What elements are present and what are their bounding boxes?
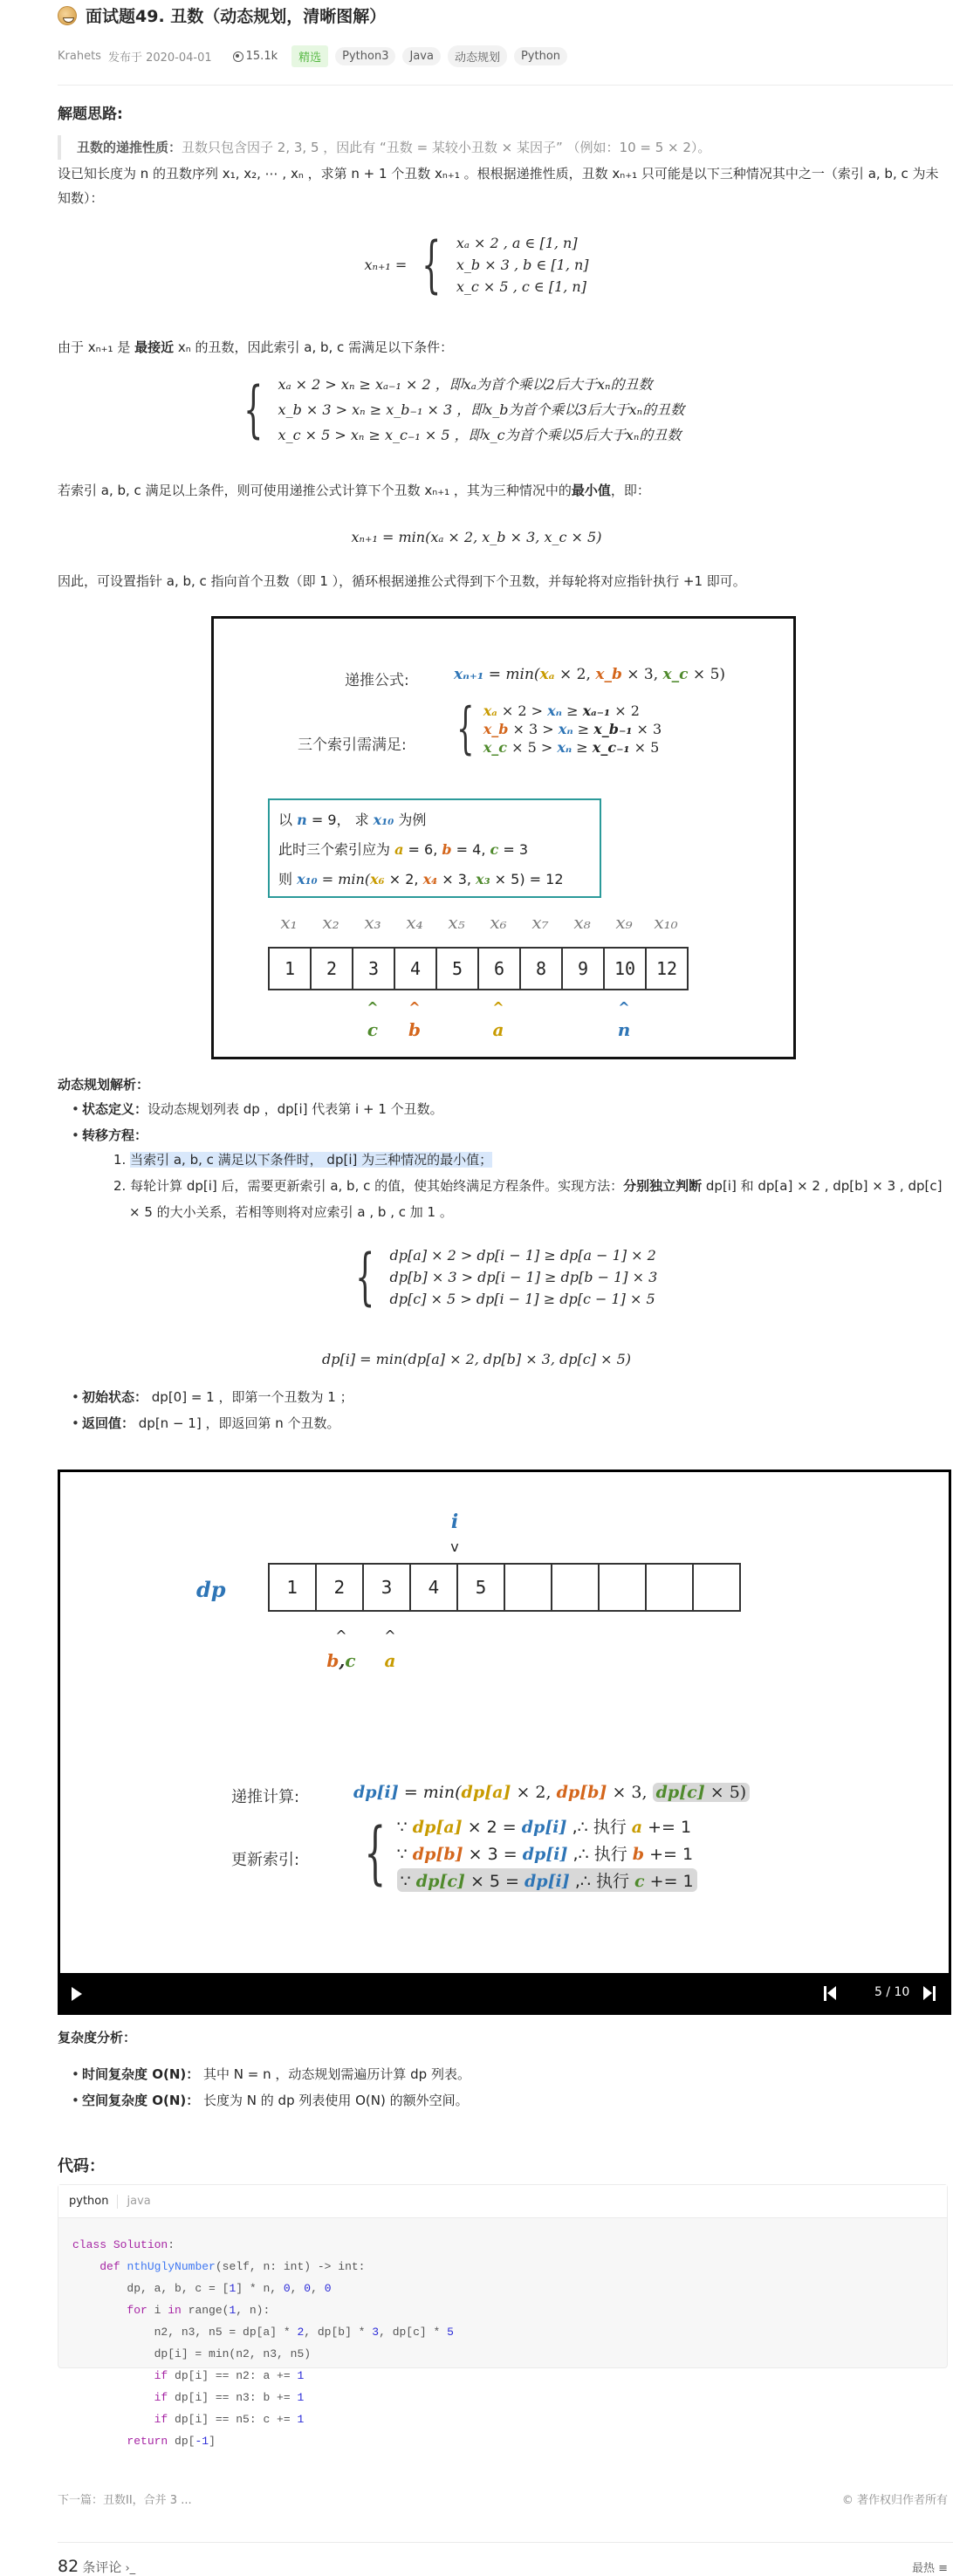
tag-java[interactable]: Java <box>402 47 440 65</box>
caret-up-icon: ^ <box>618 999 630 1016</box>
pointer-c: c <box>345 1650 356 1671</box>
math-part: 此时三个索引应为 <box>278 841 395 858</box>
caret-up-icon: ^ <box>408 999 421 1016</box>
paragraph-3 <box>58 478 948 503</box>
author-link[interactable]: Krahets <box>58 50 101 63</box>
array-cell: 8 <box>519 947 563 990</box>
array-cell: 1 <box>268 947 312 990</box>
play-icon[interactable] <box>72 1987 82 2001</box>
comments-label: 条评论 <box>82 2559 122 2575</box>
dp-case: dp[b] × 3 > dp[i − 1] ≥ dp[b − 1] × 3 <box>389 1268 658 1285</box>
math-part: x₁₀ <box>373 812 394 828</box>
step-number: 2. <box>113 1178 127 1194</box>
init-text: dp[0] = 1 ，即第一个丑数为 1 ； <box>147 1389 353 1405</box>
math-part: dp[i] <box>353 1783 399 1802</box>
paragraph-2 <box>58 335 948 360</box>
math-part: b <box>442 841 452 858</box>
dp-cell <box>645 1563 694 1612</box>
math-part: ∵ <box>396 1818 413 1837</box>
index-header: x₁ <box>280 912 298 933</box>
eq2-case: x_c × 5 > xₙ ≥ x_c₋₁ × 5 ，即x_c为首个乘以5后大于xₙ的丑数 <box>278 427 682 443</box>
ugly-array <box>270 947 689 990</box>
formula <box>454 666 725 683</box>
index-headers <box>268 912 687 933</box>
ret-text: dp[n − 1] ，即返回第 n 个丑数。 <box>134 1415 340 1431</box>
math-part: xₙ <box>547 702 563 719</box>
math-part: dp[i] <box>521 1818 567 1837</box>
array-cell: 9 <box>561 947 605 990</box>
brace-icon: { <box>364 1813 387 1893</box>
math-part: xₙ <box>557 738 572 756</box>
array-cell: 4 <box>394 947 437 990</box>
formula-part: × 3, <box>621 666 663 683</box>
sort-button[interactable] <box>912 2559 948 2575</box>
p3-pre: 若索引 a, b, c 满足以上条件，则可使用递推公式计算下个丑数 xₙ₊₁ ，其为三种情况中的 <box>58 483 572 498</box>
step-2-pre: 每轮计算 dp[i] 后，需要更新索引 a, b, c 的值，使其始终满足方程条件。实现方法： <box>130 1178 624 1194</box>
dp-cell: 1 <box>268 1563 317 1612</box>
math-part: xₐ₋₁ <box>582 702 611 719</box>
cond-line <box>483 721 662 737</box>
dp-conditions <box>346 1241 658 1312</box>
math-part: × 2 = <box>462 1818 522 1837</box>
sort-icon: ≡ <box>938 2562 948 2575</box>
state-text: 设动态规划列表 dp ，dp[i] 代表第 i + 1 个丑数。 <box>147 1101 443 1117</box>
prev-arrow-icon[interactable] <box>827 1986 836 2000</box>
next-arrow-icon[interactable] <box>923 1986 932 2000</box>
next-article-link[interactable]: 下一篇：丑数II，合并 3 ... <box>58 2494 192 2507</box>
sort-label: 最热 <box>911 2562 935 2575</box>
tab-python[interactable]: python <box>69 2195 109 2208</box>
math-part: xₐ <box>483 702 497 719</box>
section-heading-approach: 解题思路: <box>58 106 123 123</box>
pointer-label: n <box>617 1019 631 1040</box>
math-part: = 6, <box>403 841 442 858</box>
figure-recurrence <box>211 616 796 1059</box>
formula-part: x_c <box>662 666 689 683</box>
update-line <box>397 1868 697 1892</box>
math-part: c <box>634 1872 645 1891</box>
calc-label: 递推计算: <box>231 1788 300 1806</box>
p2-post: xₙ 的丑数，因此索引 a, b, c 需满足以下条件： <box>174 339 454 355</box>
tab-separator <box>117 2195 118 2209</box>
math-part: b <box>632 1845 645 1864</box>
highlight-min <box>653 1783 751 1802</box>
array-cell: 6 <box>477 947 521 990</box>
paragraph-1: 设已知长度为 n 的丑数序列 x₁, x₂, ⋯ , xₙ ，求第 n + 1 个丑数 xₙ₊₁ 。根根据递推性质，丑数 xₙ₊₁ 只可能是以下三种情况其中之一（索引 a, b, c 为未知数）： <box>58 166 939 206</box>
brace-icon: { <box>243 373 264 445</box>
math-part: dp[b] <box>412 1845 463 1864</box>
math-part: n <box>297 812 307 828</box>
ret-label: 返回值： <box>82 1415 135 1431</box>
list-item-state <box>58 1096 948 1122</box>
state-label: 状态定义： <box>82 1101 148 1117</box>
pointer-b: b <box>326 1650 339 1671</box>
code-tabs <box>58 2185 947 2218</box>
a-pointer-label: a <box>384 1650 396 1671</box>
step-2 <box>58 1173 948 1225</box>
title-row <box>58 3 386 27</box>
time-label: 时间复杂度 O(N)： <box>82 2066 200 2082</box>
formula-part: x_b <box>595 666 622 683</box>
p3-post: ，即： <box>610 483 650 498</box>
math-part: dp[c] <box>655 1783 705 1802</box>
copyright: © 著作权归作者所有 <box>841 2494 948 2507</box>
formula-label: 递推公式: <box>345 672 409 689</box>
init-label: 初始状态： <box>82 1389 148 1405</box>
math-part: x_b <box>483 720 509 737</box>
divider <box>58 85 953 86</box>
eq2-case: xₐ × 2 > xₙ ≥ xₐ₋₁ × 2 ，即xₐ为首个乘以2后大于xₙ的丑数 <box>278 376 653 393</box>
math-part: ≥ <box>562 702 583 719</box>
math-part: = 4, <box>451 841 490 858</box>
index-header: x₄ <box>406 912 423 933</box>
formula-part: = min( <box>483 666 540 683</box>
last-slide-icon[interactable] <box>933 1986 936 2001</box>
index-header: x₂ <box>322 912 339 933</box>
array-cell: 5 <box>435 947 479 990</box>
eq1-case: x_c × 5 , c ∈ [1, n] <box>456 277 586 295</box>
math-part: ≥ <box>572 720 594 737</box>
math-part: ,∴ 执行 <box>567 1845 633 1864</box>
slide-counter: 5 / 10 <box>874 1985 910 1999</box>
p2-pre: 由于 xₙ₊₁ 是 <box>58 339 135 355</box>
transition-steps <box>58 1147 948 1225</box>
list-item-transition <box>58 1122 948 1148</box>
math-part: × 3, <box>437 871 476 887</box>
dp-case: dp[c] × 5 > dp[i − 1] ≥ dp[c − 1] × 5 <box>389 1290 655 1307</box>
array-cell: 3 <box>352 947 395 990</box>
dp-cell: 4 <box>409 1563 458 1612</box>
caret-up-icon: ^ <box>492 999 504 1016</box>
update-lines <box>397 1814 697 1892</box>
math-part: 则 <box>278 871 298 887</box>
list-item-init <box>58 1384 948 1410</box>
dp-cell <box>692 1563 741 1612</box>
paragraph-4: 因此，可设置指针 a, b, c 指向首个丑数（即 1 ），循环根据递推公式得到下个丑数，并每轮将对应指针执行 +1 即可。 <box>58 573 746 589</box>
index-header: x₅ <box>448 912 465 933</box>
math-part: × 5) = 12 <box>490 871 564 887</box>
space-text: 长度为 N 的 dp 列表使用 O(N) 的额外空间。 <box>199 2093 469 2108</box>
update-block <box>353 1814 697 1892</box>
example-line-3 <box>278 865 591 894</box>
slideshow-frame <box>58 1470 951 1980</box>
meta-row <box>58 45 567 67</box>
math-part: x₁₀ <box>297 871 318 887</box>
code-content: class Solution: def nthUglyNumber(self, n: int) -> int: dp, a, b, c = [1] * n, 0, 0, 0 for i in range(1, n): n2, n3, n5 = dp[a] * 2, dp[b] * 3, dp[c] * 5 dp[i] = min(n2, n3, n5) if dp[i] == n2: a += 1 if dp[i] == n3: b += 1 if dp[i] == n5: c += 1 return dp[-1] <box>72 2238 454 2448</box>
math-part: 以 <box>278 812 298 828</box>
example-box <box>268 798 601 898</box>
i-pointer-label: i <box>450 1511 459 1533</box>
cond-lines <box>483 702 662 756</box>
math-part: a <box>394 841 404 858</box>
index-header: x₁₀ <box>654 912 678 933</box>
dp-label: dp <box>196 1577 226 1602</box>
math-part: = min( <box>317 871 371 887</box>
quote-label: 丑数的递推性质： <box>77 140 182 155</box>
comments-toggle[interactable] <box>58 2557 135 2576</box>
update-label: 更新索引: <box>231 1851 300 1869</box>
math-part: × 5 > <box>507 738 558 756</box>
section-heading-dp: 动态规划解析： <box>58 1077 150 1093</box>
update-line <box>397 1814 697 1838</box>
math-part: x₄ <box>422 871 438 887</box>
math-part: dp[c] <box>415 1872 465 1891</box>
brace-icon: { <box>355 1241 375 1312</box>
math-part: x_b₋₁ <box>593 720 633 737</box>
math-part: ∵ <box>396 1845 413 1864</box>
formula-part: xₙ₊₁ <box>454 666 484 683</box>
brace-icon: { <box>422 229 442 300</box>
formula-part: × 5) <box>688 666 726 683</box>
slideshow-controls <box>58 1973 951 2015</box>
equation-2 <box>234 373 684 444</box>
list-item-return <box>58 1410 948 1436</box>
tag-python[interactable]: Python <box>514 47 567 65</box>
equation-1 <box>0 229 953 300</box>
avatar[interactable] <box>58 6 77 25</box>
array-cell: 10 <box>603 947 647 990</box>
dp-cell: 5 <box>456 1563 505 1612</box>
trans-label: 转移方程： <box>82 1127 148 1143</box>
dp-case: dp[a] × 2 > dp[i − 1] ≥ dp[a − 1] × 2 <box>389 1246 656 1264</box>
article-footer <box>58 2490 948 2507</box>
tag-dp[interactable]: 动态规划 <box>448 45 507 67</box>
array-cell: 12 <box>645 947 689 990</box>
pointer-a <box>477 999 519 1040</box>
math-part: × 2 > <box>497 702 548 719</box>
pointer-label: a <box>492 1019 504 1040</box>
eq1-case: x_b × 3 , b ∈ [1, n] <box>456 256 589 273</box>
formula-part: × 2, <box>554 666 596 683</box>
quote-text: 丑数只包含因子 2, 3, 5 ，因此有 “丑数 = 某较小丑数 × 某因子” （例如：10 = 5 × 2）。 <box>182 140 711 155</box>
math-part: 为例 <box>394 812 427 828</box>
step-1-text: 当索引 a, b, c 满足以下条件时， dp[i] 为三种情况的最小值； <box>130 1152 493 1168</box>
pointer-label: b <box>408 1019 421 1040</box>
dp-cell <box>598 1563 647 1612</box>
bc-pointer-label: b,c <box>326 1650 356 1671</box>
math-part: × 3 <box>632 720 662 737</box>
math-part: × 2 <box>610 702 640 719</box>
math-part: = min( <box>398 1783 462 1802</box>
publish-date: 发布于 2020-04-01 <box>107 51 212 65</box>
i-pointer-arrow: v <box>450 1538 459 1555</box>
math-part: × 3 = <box>463 1845 523 1864</box>
tag-python3[interactable]: Python3 <box>335 47 395 65</box>
eq1-lhs: xₙ₊₁ = <box>364 256 408 273</box>
update-line <box>397 1841 697 1865</box>
math-part: = 3 <box>498 841 529 858</box>
dp-array <box>270 1563 741 1612</box>
caret-up-icon: ^ <box>367 999 379 1016</box>
brace-icon: { <box>456 696 475 761</box>
example-line-2 <box>278 835 591 865</box>
cond-line <box>483 702 662 719</box>
math-part: × 2, <box>511 1783 557 1802</box>
list-item-space <box>58 2087 948 2114</box>
step-number: 1. <box>113 1152 127 1168</box>
calc-formula <box>353 1783 750 1802</box>
eq2-case: x_b × 3 > xₙ ≥ x_b₋₁ × 3 ，即x_b为首个乘以3后大于xₙ的丑数 <box>278 401 685 418</box>
step-2-post: dp[i] 和 dp[a] × 2 , dp[b] × 3 , dp[c] × 5 的大小关系，若相等则将对应索引 a , b , c 加 1 。 <box>129 1178 943 1220</box>
cond-label: 三个索引需满足: <box>298 736 407 754</box>
chevron-right-icon: ›_ <box>125 2562 136 2575</box>
math-part: = 9， 求 <box>306 812 374 828</box>
pointer-label: c <box>367 1019 379 1040</box>
index-header: x₃ <box>364 912 381 933</box>
math-part: dp[i] <box>522 1845 568 1864</box>
math-part: += 1 <box>642 1818 692 1837</box>
math-part: a <box>631 1818 643 1837</box>
pointer-row <box>268 999 704 1052</box>
dp-cell <box>504 1563 552 1612</box>
pointer-n <box>603 999 645 1040</box>
cond-line <box>483 739 662 756</box>
math-part: dp[b] <box>556 1783 607 1802</box>
eye-icon <box>233 51 243 62</box>
dp-min-equation: dp[i] = min(dp[a] × 2, dp[b] × 3, dp[c] × 5) <box>321 1351 631 1367</box>
math-part: c <box>490 841 499 858</box>
step-1 <box>58 1147 948 1173</box>
math-part: ,∴ 执行 <box>569 1872 635 1891</box>
math-part: ∵ <box>400 1872 416 1891</box>
dp-list <box>58 1096 948 1148</box>
index-header: x₆ <box>490 912 507 933</box>
code-block <box>58 2184 948 2448</box>
math-part: × 3, <box>607 1783 653 1802</box>
time-text: 其中 N = n ，动态规划需遍历计算 dp 列表。 <box>199 2066 470 2082</box>
eq1-case: xₐ × 2 , a ∈ [1, n] <box>456 234 578 251</box>
math-part: ,∴ 执行 <box>566 1818 632 1837</box>
first-slide-icon[interactable] <box>824 1986 826 2001</box>
pointer-c <box>352 999 394 1040</box>
view-count-value: 15.1k <box>245 50 278 63</box>
formula-part: xₐ <box>539 666 555 683</box>
math-part: x_c₋₁ <box>592 738 630 756</box>
math-part: x₆ <box>370 871 385 887</box>
math-part: × 3 > <box>508 720 559 737</box>
tag-featured[interactable]: 精选 <box>291 45 328 67</box>
math-part: dp[i] <box>524 1872 570 1891</box>
pointer-b <box>394 999 435 1040</box>
p3-bold: 最小值 <box>571 483 611 498</box>
dp-cell: 3 <box>362 1563 411 1612</box>
comments-row <box>58 2557 948 2576</box>
index-header: x₉ <box>615 912 633 933</box>
math-part: × 2, <box>384 871 423 887</box>
complexity-list <box>58 2061 948 2114</box>
dp-cell <box>551 1563 600 1612</box>
cond-block <box>448 696 662 761</box>
array-cell: 2 <box>310 947 353 990</box>
math-part: xₙ <box>558 720 573 737</box>
math-part: += 1 <box>644 1845 694 1864</box>
math-part: dp[a] <box>412 1818 463 1837</box>
math-part: ≥ <box>572 738 593 756</box>
view-count <box>233 50 278 63</box>
a-pointer-arrow: ^ <box>384 1627 396 1644</box>
index-header: x₇ <box>531 912 549 933</box>
list-item-time <box>58 2061 948 2087</box>
space-label: 空间复杂度 O(N)： <box>82 2093 200 2108</box>
section-heading-complexity: 复杂度分析： <box>58 2030 137 2045</box>
math-part: += 1 <box>644 1872 694 1891</box>
dp-cell: 2 <box>315 1563 364 1612</box>
divider <box>58 2542 953 2543</box>
p2-bold: 最接近 <box>134 339 175 355</box>
math-part: × 5 = <box>464 1872 524 1891</box>
math-part: dp[a] <box>461 1783 511 1802</box>
math-part: × 5) <box>704 1783 747 1802</box>
index-header: x₈ <box>573 912 591 933</box>
equation-3: xₙ₊₁ = min(xₐ × 2, x_b × 3, x_c × 5) <box>351 529 602 545</box>
math-part: × 5 <box>629 738 660 756</box>
tab-java[interactable]: java <box>127 2195 151 2208</box>
dp-list-2 <box>58 1384 948 1436</box>
step-2-bold: 分别独立判断 <box>623 1178 703 1194</box>
math-part: x_c <box>483 738 507 756</box>
blockquote <box>58 135 948 160</box>
example-line-1 <box>278 805 591 835</box>
math-part: x₃ <box>476 871 490 887</box>
section-heading-code: 代码： <box>58 2157 105 2175</box>
bc-pointer-arrow: ^ <box>335 1627 347 1644</box>
comments-count: 82 <box>58 2557 79 2576</box>
page-title: 面试题49. 丑数（动态规划，清晰图解） <box>86 7 387 26</box>
